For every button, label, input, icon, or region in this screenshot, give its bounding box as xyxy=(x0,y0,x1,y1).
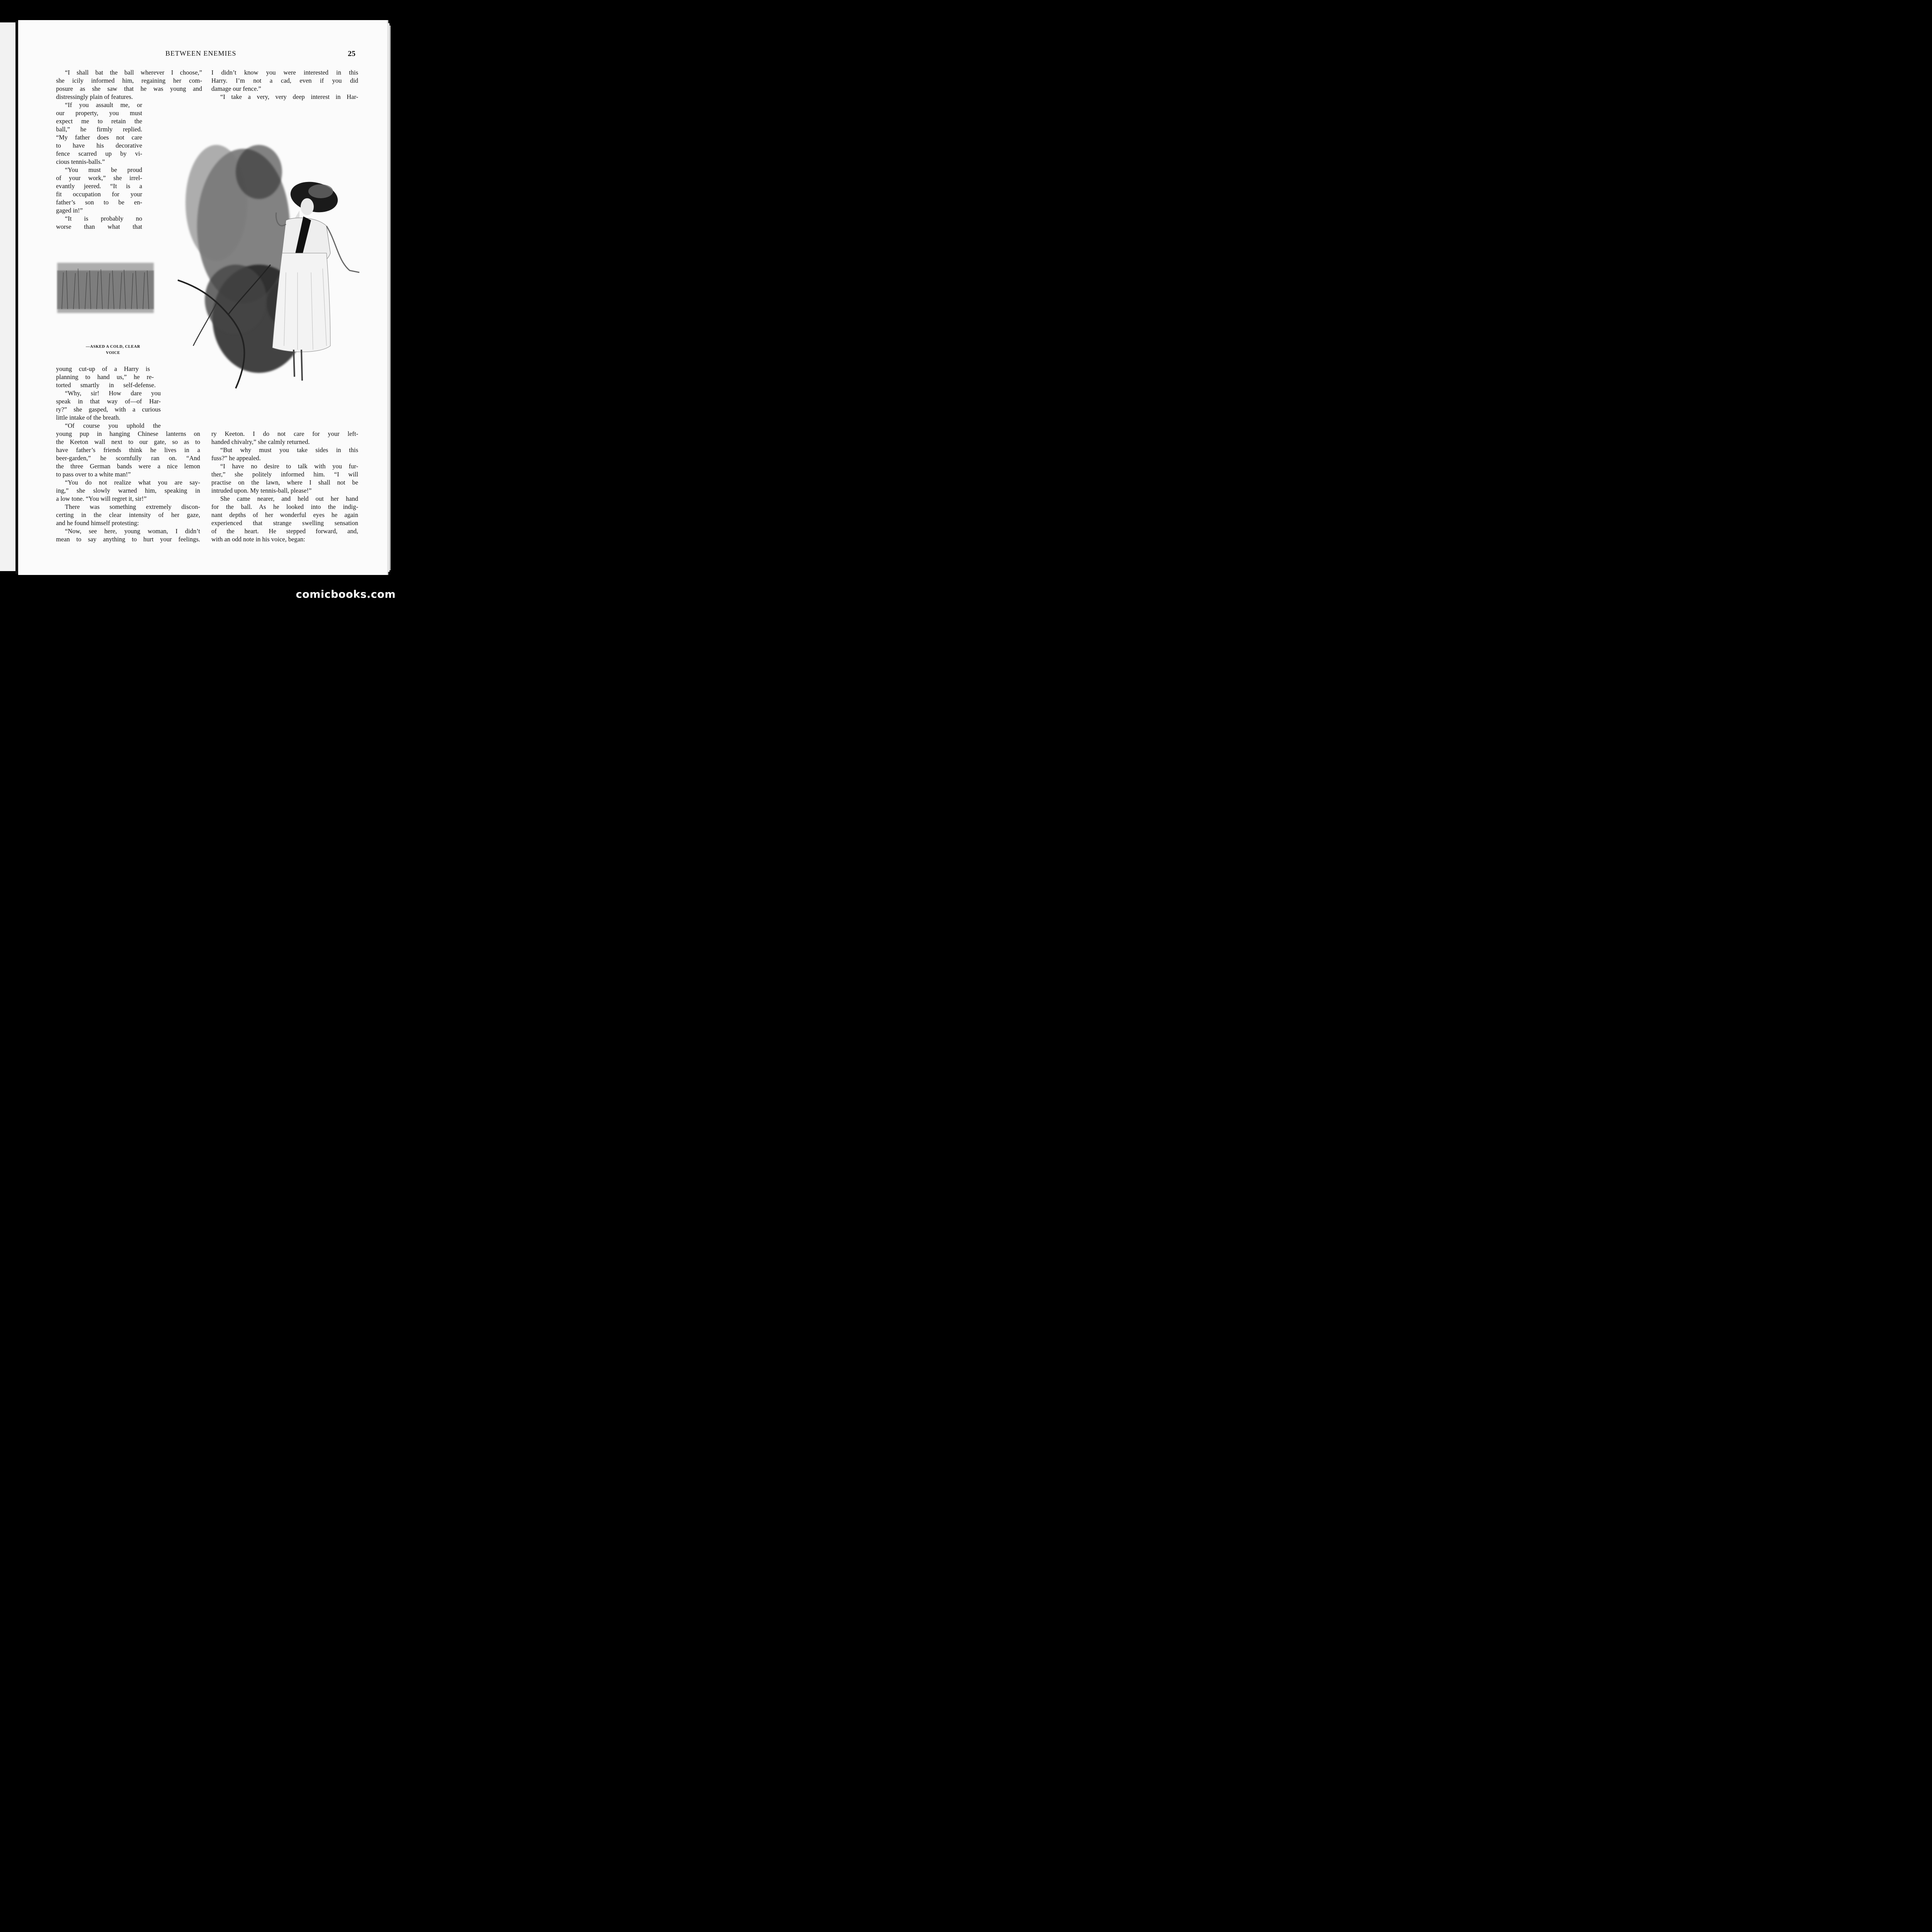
text-line: ball,” he firmly replied. xyxy=(56,126,142,133)
text-line: distressingly plain of features. xyxy=(56,93,133,100)
text-line: She came nearer, and held out her hand xyxy=(220,495,358,502)
text-line: a low tone. “You will regret it, sir!” xyxy=(56,495,147,502)
text-line: she icily informed him, regaining her com- xyxy=(56,77,202,84)
text-line: handed chivalry,” she calmly returned. xyxy=(211,438,310,446)
text-line: “I take a very, very deep interest in Har- xyxy=(220,93,358,100)
text-line: the Keeton wall next to our gate, so as to xyxy=(56,438,200,446)
text-line: I didn’t know you were interested in this xyxy=(211,69,358,76)
text-line: “It is probably no xyxy=(65,215,142,222)
text-line: “Why, sir! How dare you xyxy=(65,389,161,397)
text-line: experienced that strange swelling sensation xyxy=(211,519,358,527)
text-line: gaged in!” xyxy=(56,207,83,214)
text-line: of your work,” she irrel- xyxy=(56,174,142,182)
text-line: with an odd note in his voice, began: xyxy=(211,536,305,543)
text-line: nant depths of her wonderful eyes he again xyxy=(211,511,358,519)
page-number: 25 xyxy=(348,49,355,58)
text-line: mean to say anything to hurt your feelings. xyxy=(56,536,200,543)
text-line: the three German bands were a nice lemon xyxy=(56,463,200,470)
field-grass xyxy=(57,263,154,313)
text-line: ry Keeton. I do not care for your left- xyxy=(211,430,358,437)
text-line: our property, you must xyxy=(56,109,142,117)
text-line: worse than what that xyxy=(56,223,142,230)
text-line: fence scarred up by vi- xyxy=(56,150,142,157)
text-line: fit occupation for your xyxy=(56,190,142,198)
text-line: fuss?” he appealed. xyxy=(211,454,261,462)
text-line: for the ball. As he looked into the indig- xyxy=(211,503,358,510)
text-line: to have his decorative xyxy=(56,142,142,149)
text-line: “You do not realize what you are say- xyxy=(65,479,200,486)
book-gutter xyxy=(15,21,18,574)
text-line: “You must be proud xyxy=(65,166,142,173)
facing-page-edge xyxy=(0,22,15,571)
text-line: “Of course you uphold the xyxy=(65,422,161,429)
text-line: “I shall bat the ball wherever I choose,” xyxy=(65,69,202,76)
text-line: ing,” she slowly warned him, speaking in xyxy=(56,487,200,494)
text-line: young pup in hanging Chinese lanterns on xyxy=(56,430,200,437)
illustration-caption-line-2: VOICE xyxy=(106,351,120,355)
running-title: BETWEEN ENEMIES xyxy=(165,49,236,57)
text-line: cious tennis-balls.” xyxy=(56,158,105,165)
page-edge-shadow xyxy=(389,26,391,570)
text-line: “My father does not care xyxy=(56,134,142,141)
text-line: certing in the clear intensity of her gaze, xyxy=(56,511,200,519)
text-line: “I have no desire to talk with you fur- xyxy=(220,463,358,470)
text-line: father’s son to be en- xyxy=(56,199,142,206)
text-line: young cut-up of a Harry is xyxy=(56,365,150,372)
text-line: evantly jeered. “It is a xyxy=(56,182,142,190)
text-line: expect me to retain the xyxy=(56,117,142,125)
text-line: “If you assault me, or xyxy=(65,101,142,109)
watermark: comicbooks.com xyxy=(296,588,396,600)
text-line: ther,” she politely informed him. “I will xyxy=(211,471,358,478)
text-line: Harry. I’m not a cad, even if you did xyxy=(211,77,358,84)
text-line: “But why must you take sides in this xyxy=(220,446,358,454)
text-line: torted smartly in self-defense. xyxy=(56,381,156,389)
text-line: practise on the lawn, where I shall not be xyxy=(211,479,358,486)
text-line: “Now, see here, young woman, I didn’t xyxy=(65,527,200,535)
text-line: ry?” she gasped, with a curious xyxy=(56,406,161,413)
text-line: have father’s friends think he lives in a xyxy=(56,446,200,454)
illustration-caption-line-1: —ASKED A COLD, CLEAR xyxy=(86,345,140,349)
text-line: of the heart. He stepped forward, and, xyxy=(211,527,358,535)
text-line: and he found himself protesting: xyxy=(56,519,139,527)
text-line: speak in that way of—of Har- xyxy=(56,398,161,405)
text-line: intruded upon. My tennis-ball, please!” xyxy=(211,487,312,494)
text-line: to pass over to a white man!” xyxy=(56,471,131,478)
text-line: planning to hand us,” he re- xyxy=(56,373,154,381)
text-line: posure as she saw that he was young and xyxy=(56,85,202,92)
text-line: little intake of the breath. xyxy=(56,414,121,421)
text-line: There was something extremely discon- xyxy=(65,503,200,510)
text-line: beer-garden,” he scornfully ran on. “And xyxy=(56,454,200,462)
text-line: damage our fence.” xyxy=(211,85,261,92)
